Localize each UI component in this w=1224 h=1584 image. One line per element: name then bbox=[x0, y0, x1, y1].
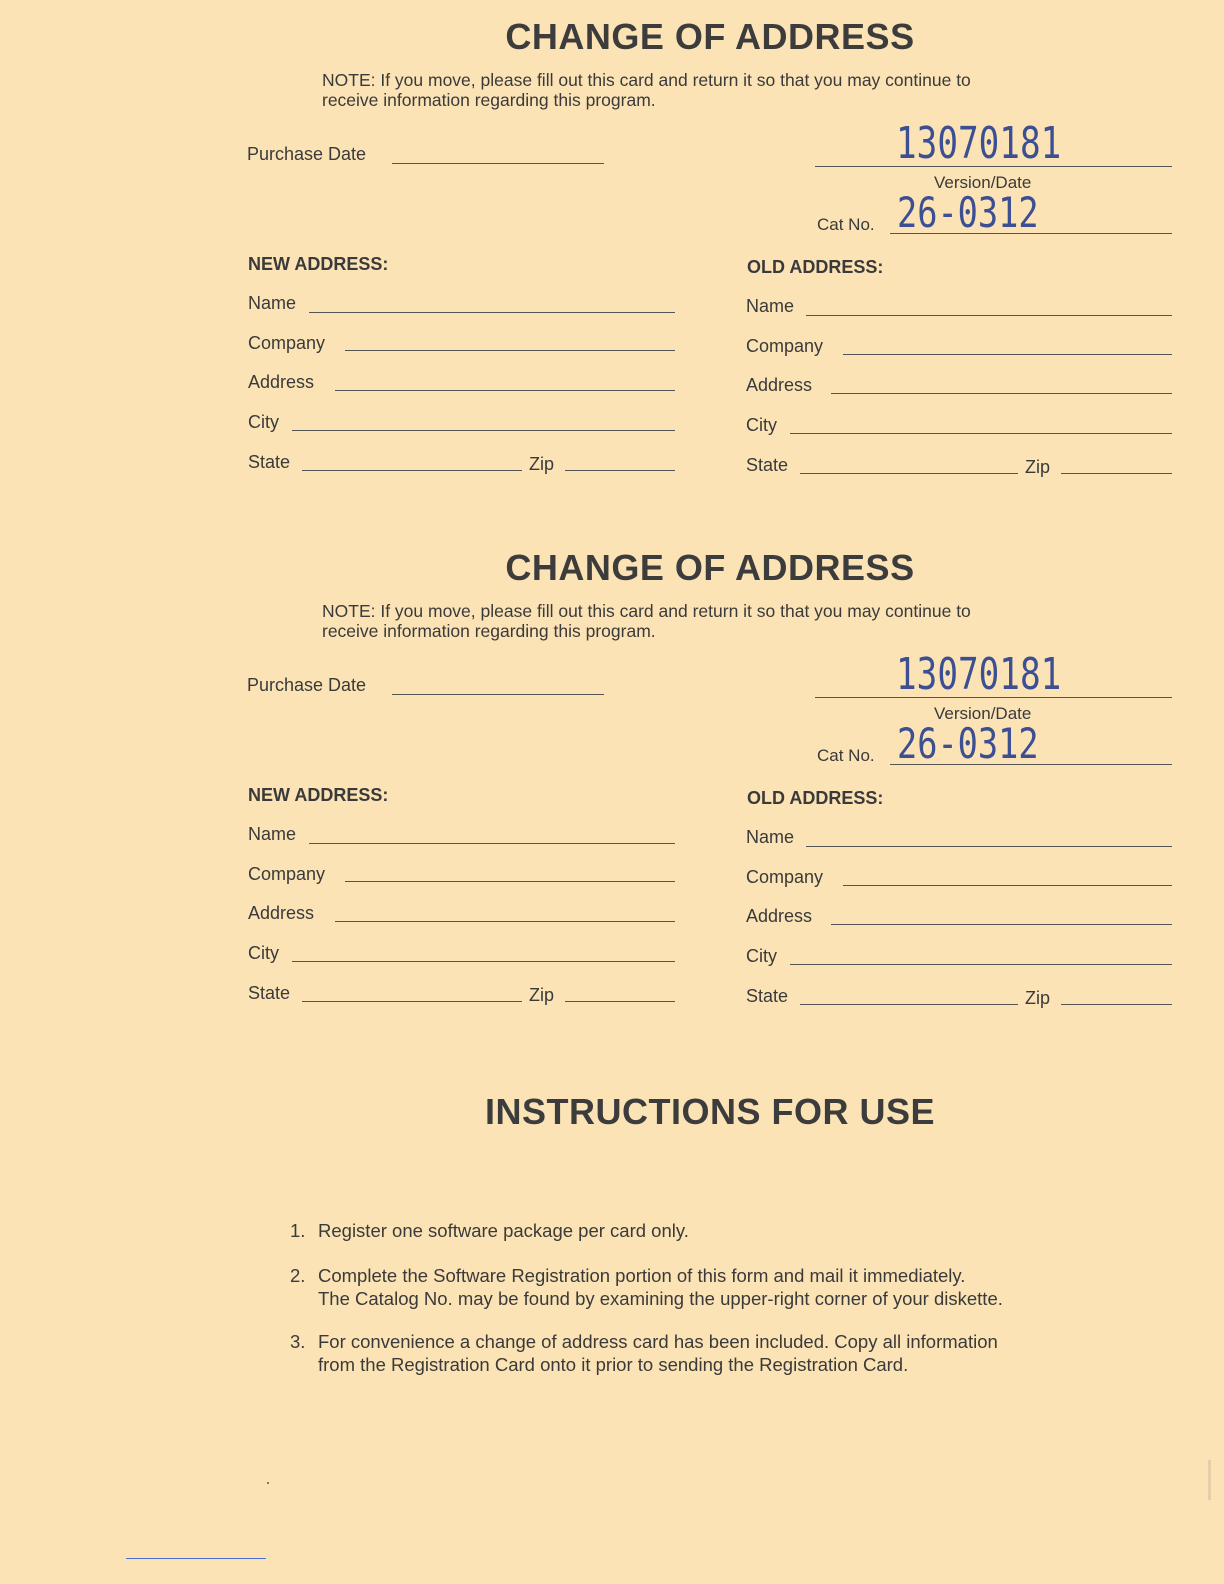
card-note bbox=[322, 70, 1102, 110]
version-date-stamp: 13070181 bbox=[896, 649, 1062, 700]
old-address-field[interactable] bbox=[831, 924, 1172, 925]
old-address-field[interactable] bbox=[831, 393, 1172, 394]
old-address-heading: OLD ADDRESS: bbox=[747, 257, 884, 277]
new-address-heading: NEW ADDRESS: bbox=[248, 254, 389, 274]
new-zip-label: Zip bbox=[529, 985, 555, 1005]
new-address-label: Address bbox=[248, 903, 315, 923]
old-address-label: Address bbox=[746, 906, 813, 926]
new-zip-label: Zip bbox=[529, 454, 555, 474]
new-name-label: Name bbox=[248, 293, 297, 313]
instruction-line-2: from the Registration Card onto it prior to sending the Registration Card. bbox=[318, 1354, 909, 1375]
cat-no-label: Cat No. bbox=[817, 746, 875, 765]
bottom-rule bbox=[126, 1558, 266, 1559]
old-address-label: Address bbox=[746, 375, 813, 395]
old-zip-label: Zip bbox=[1025, 457, 1051, 477]
new-zip-field[interactable] bbox=[565, 1001, 675, 1002]
new-zip-field[interactable] bbox=[565, 470, 675, 471]
cat-no-stamp: 26-0312 bbox=[897, 719, 1039, 768]
instruction-item-1 bbox=[290, 1219, 1110, 1242]
new-city-field[interactable] bbox=[292, 961, 675, 962]
version-date-stamp: 13070181 bbox=[896, 118, 1062, 169]
new-address-heading: NEW ADDRESS: bbox=[248, 785, 389, 805]
old-company-label: Company bbox=[746, 336, 824, 356]
old-state-field[interactable] bbox=[800, 473, 1018, 474]
ink-speck bbox=[267, 1482, 269, 1484]
old-name-field[interactable] bbox=[806, 315, 1172, 316]
instruction-line-1: For convenience a change of address card has been included. Copy all information bbox=[318, 1331, 998, 1352]
purchase-date-label: Purchase Date bbox=[247, 144, 367, 164]
new-company-label: Company bbox=[248, 333, 326, 353]
new-city-label: City bbox=[248, 943, 279, 963]
instruction-line-1: Register one software package per card only. bbox=[318, 1220, 689, 1241]
old-company-field[interactable] bbox=[843, 354, 1172, 355]
card-title: CHANGE OF ADDRESS bbox=[505, 16, 915, 57]
old-name-label: Name bbox=[746, 827, 795, 847]
old-company-field[interactable] bbox=[843, 885, 1172, 886]
instructions-title: INSTRUCTIONS FOR USE bbox=[484, 1091, 935, 1132]
version-date-label: Version/Date bbox=[934, 704, 1032, 723]
old-zip-field[interactable] bbox=[1061, 1004, 1172, 1005]
purchase-date-field[interactable] bbox=[392, 694, 604, 695]
new-state-label: State bbox=[248, 452, 291, 472]
new-city-field[interactable] bbox=[292, 430, 675, 431]
old-zip-label: Zip bbox=[1025, 988, 1051, 1008]
note-line-1: NOTE: If you move, please fill out this card and return it so that you may continue to bbox=[322, 70, 971, 90]
new-company-label: Company bbox=[248, 864, 326, 884]
old-name-field[interactable] bbox=[806, 846, 1172, 847]
old-state-label: State bbox=[746, 455, 789, 475]
change-of-address-card-1 bbox=[0, 0, 1224, 500]
old-company-label: Company bbox=[746, 867, 824, 887]
instruction-number: 1. bbox=[290, 1220, 306, 1241]
old-city-field[interactable] bbox=[790, 433, 1172, 434]
instruction-item-2 bbox=[290, 1264, 1110, 1310]
new-city-label: City bbox=[248, 412, 279, 432]
note-line-2: receive information regarding this program. bbox=[322, 90, 656, 110]
version-date-label: Version/Date bbox=[934, 173, 1032, 192]
instruction-line-1: Complete the Software Registration portion of this form and mail it immediately. bbox=[318, 1265, 966, 1286]
old-city-label: City bbox=[746, 946, 777, 966]
purchase-date-field[interactable] bbox=[392, 163, 604, 164]
cat-no-stamp: 26-0312 bbox=[897, 188, 1039, 237]
new-state-label: State bbox=[248, 983, 291, 1003]
old-zip-field[interactable] bbox=[1061, 473, 1172, 474]
new-name-field[interactable] bbox=[309, 312, 675, 313]
new-state-field[interactable] bbox=[302, 470, 522, 471]
note-line-1: NOTE: If you move, please fill out this card and return it so that you may continue to bbox=[322, 601, 971, 621]
new-company-field[interactable] bbox=[345, 881, 675, 882]
new-name-field[interactable] bbox=[309, 843, 675, 844]
new-state-field[interactable] bbox=[302, 1001, 522, 1002]
note-line-2: receive information regarding this program. bbox=[322, 621, 656, 641]
card-title: CHANGE OF ADDRESS bbox=[505, 547, 915, 588]
old-state-label: State bbox=[746, 986, 789, 1006]
new-company-field[interactable] bbox=[345, 350, 675, 351]
paper-edge-mark bbox=[1208, 1460, 1211, 1500]
instruction-number: 2. bbox=[290, 1265, 306, 1286]
old-name-label: Name bbox=[746, 296, 795, 316]
new-address-label: Address bbox=[248, 372, 315, 392]
instruction-item-3 bbox=[290, 1330, 1110, 1376]
old-city-label: City bbox=[746, 415, 777, 435]
instruction-line-2: The Catalog No. may be found by examining the upper-right corner of your diskette. bbox=[318, 1288, 1003, 1309]
old-address-heading: OLD ADDRESS: bbox=[747, 788, 884, 808]
old-city-field[interactable] bbox=[790, 964, 1172, 965]
new-address-field[interactable] bbox=[335, 921, 675, 922]
new-address-field[interactable] bbox=[335, 390, 675, 391]
new-name-label: Name bbox=[248, 824, 297, 844]
change-of-address-card-2 bbox=[0, 531, 1224, 1031]
card-note bbox=[322, 601, 1102, 641]
instruction-number: 3. bbox=[290, 1331, 306, 1352]
cat-no-label: Cat No. bbox=[817, 215, 875, 234]
purchase-date-label: Purchase Date bbox=[247, 675, 367, 695]
old-state-field[interactable] bbox=[800, 1004, 1018, 1005]
